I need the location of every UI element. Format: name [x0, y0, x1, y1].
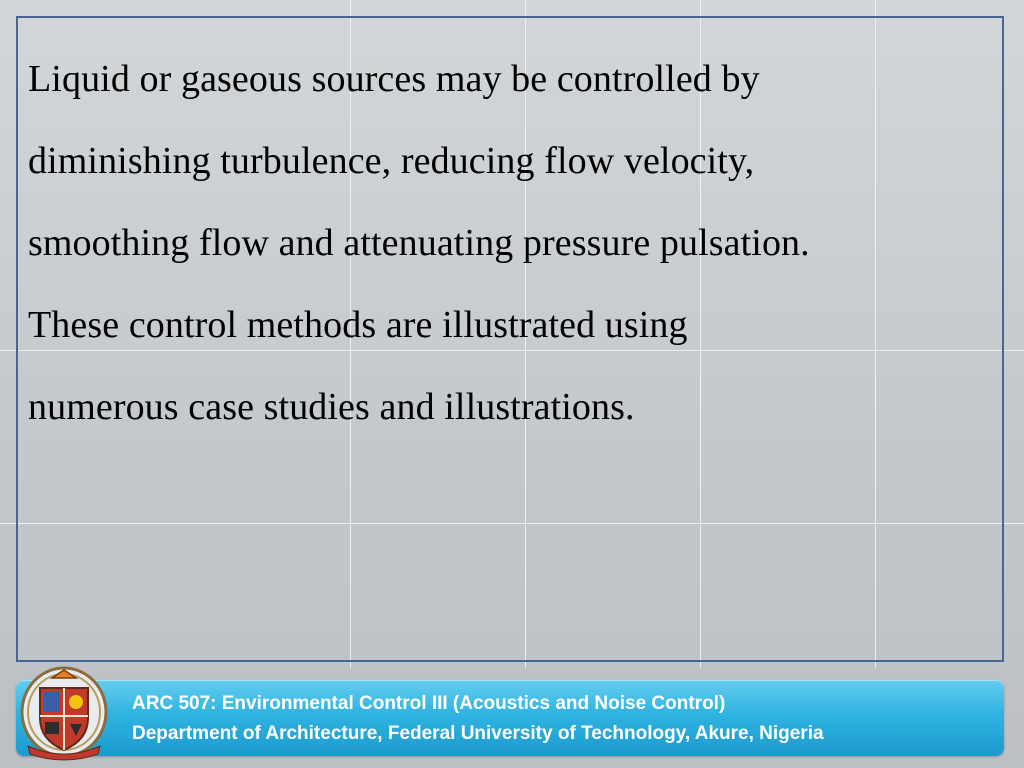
body-line: These control methods are illustrated using: [28, 304, 688, 346]
body-line: diminishing turbulence, reducing flow velocity,: [28, 140, 755, 182]
body-line: smoothing flow and attenuating pressure pulsation.: [28, 222, 810, 264]
course-title: ARC 507: Environmental Control III (Acoustics and Noise Control): [132, 693, 726, 714]
body-line: Liquid or gaseous sources may be controlled by: [28, 58, 760, 100]
footer-text: [132, 689, 824, 749]
department-title: Department of Architecture, Federal University of Technology, Akure, Nigeria: [132, 723, 824, 744]
body-line: numerous case studies and illustrations.: [28, 386, 635, 428]
university-crest-icon: [18, 666, 110, 762]
slide-body-text: [28, 38, 978, 448]
